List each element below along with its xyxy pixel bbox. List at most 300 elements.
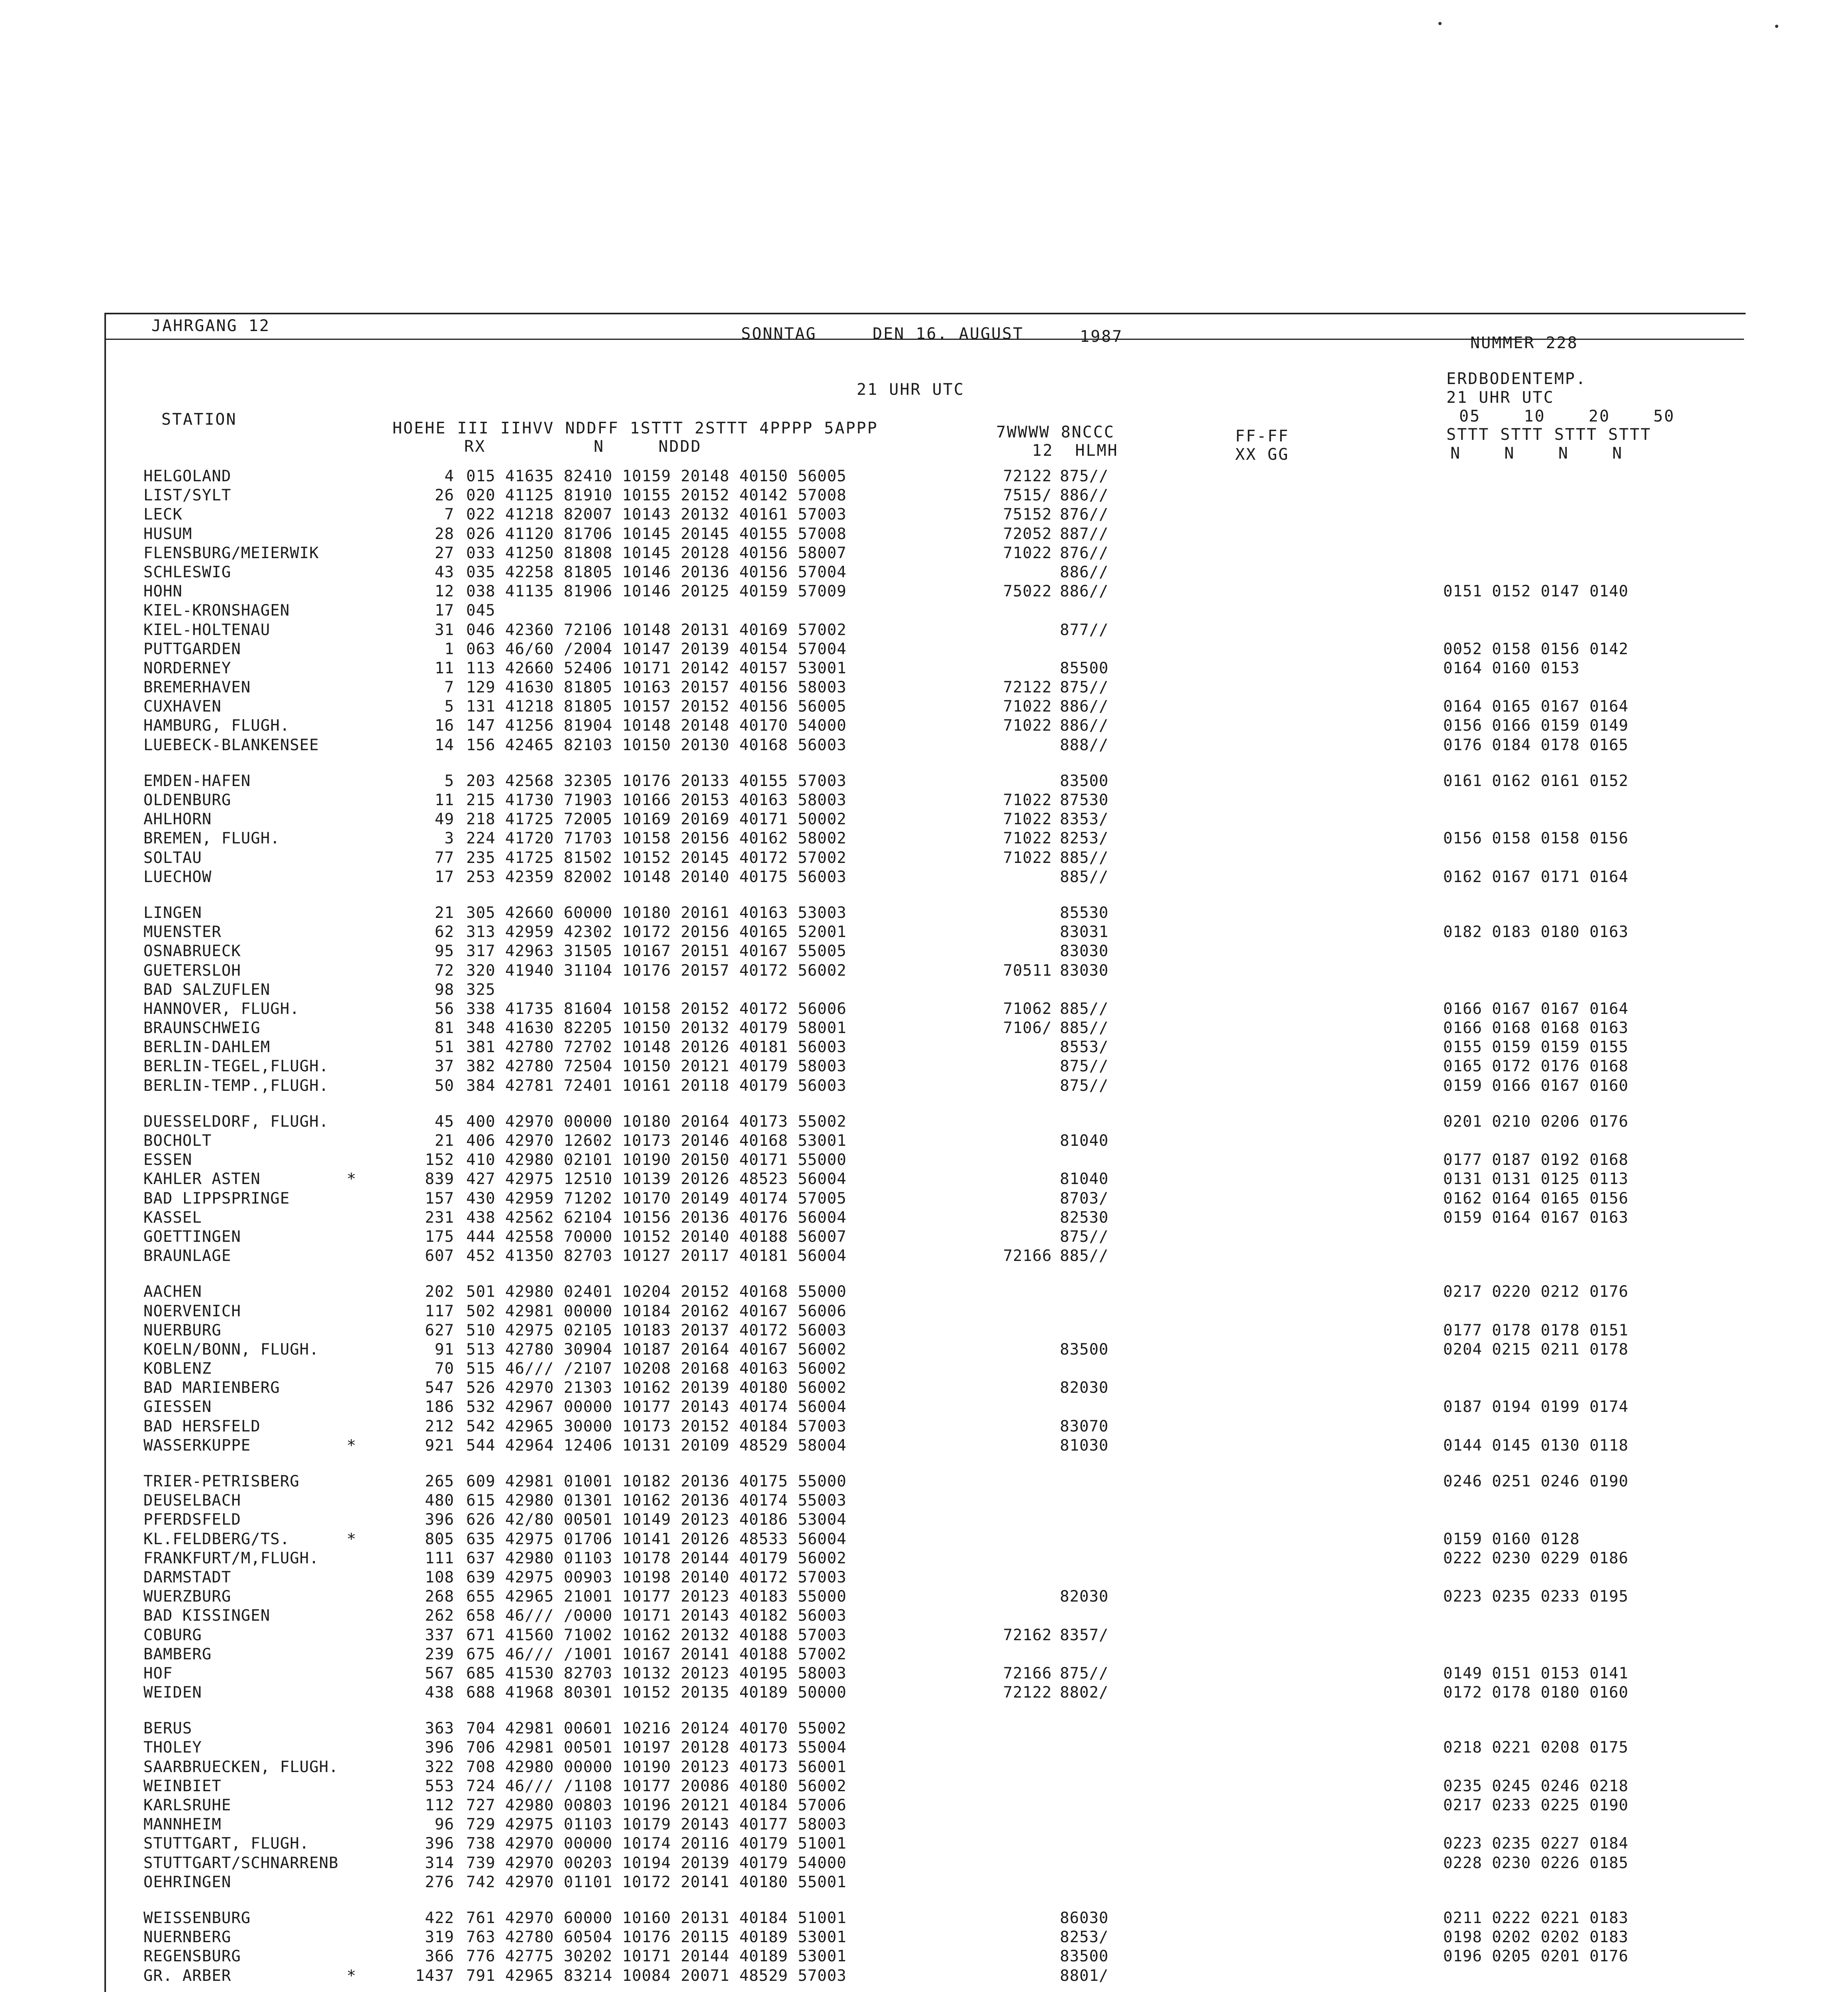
weather-group: 72122 — [1003, 1684, 1052, 1702]
station-name: NUERNBERG — [143, 1928, 231, 1947]
gust-codes-2: XX GG — [1235, 445, 1289, 464]
synop-groups: 532 42967 00000 10177 20143 40174 56004 — [466, 1398, 847, 1416]
soil-temperatures: 0164 0165 0167 0164 — [1443, 698, 1629, 716]
station-height: 31 — [435, 621, 454, 639]
station-height: 111 — [425, 1549, 454, 1567]
station-name: GUETERSLOH — [143, 961, 241, 980]
station-height: 7 — [444, 506, 454, 524]
table-row — [143, 1549, 1697, 1568]
synop-groups: 510 42975 02105 10183 20137 40172 56003 — [466, 1321, 847, 1339]
table-row — [143, 1189, 1697, 1208]
synop-groups: 063 46/60 /2004 10147 20139 40154 57004 — [466, 640, 847, 658]
cloud-group: 875// — [1060, 1664, 1109, 1682]
soil-n-row: N N N N — [1450, 444, 1623, 463]
weather-group: 71022 — [1003, 829, 1052, 848]
soil-temperatures: 0165 0172 0176 0168 — [1443, 1057, 1629, 1076]
table-row — [143, 942, 1697, 961]
synop-groups: 658 46/// /0000 10171 20143 40182 56003 — [466, 1607, 847, 1625]
synop-groups: 739 42970 00203 10194 20139 40179 54000 — [466, 1854, 847, 1872]
station-height: 12 — [435, 582, 454, 601]
station-name: KASSEL — [143, 1208, 202, 1227]
soil-temperatures: 0155 0159 0159 0155 — [1443, 1038, 1629, 1057]
table-row — [143, 563, 1697, 582]
table-row — [143, 868, 1697, 887]
table-row — [143, 1683, 1697, 1702]
synop-groups: 502 42981 00000 10184 20162 40167 56006 — [466, 1302, 847, 1320]
cloud-group: 885// — [1060, 849, 1109, 867]
table-row — [143, 980, 1697, 1000]
station-name: EMDEN-HAFEN — [143, 772, 251, 790]
table-row — [143, 1568, 1697, 1587]
table-row — [143, 904, 1697, 923]
station-name: REGENSBURG — [143, 1947, 241, 1966]
column-codes-2: RX N NDDD — [464, 437, 702, 456]
station-height: 839 — [425, 1170, 454, 1188]
scan-speck — [1438, 22, 1442, 25]
station-height: 17 — [435, 602, 454, 620]
cloud-group: 81040 — [1060, 1170, 1109, 1188]
station-height: 14 — [435, 736, 454, 754]
soil-temperatures: 0223 0235 0227 0184 — [1443, 1835, 1629, 1853]
cloud-group: 86030 — [1060, 1909, 1109, 1927]
table-row — [143, 1359, 1697, 1378]
station-name: HELGOLAND — [143, 467, 231, 485]
cloud-group: 875// — [1060, 1057, 1109, 1076]
station-name: PUTTGARDEN — [143, 640, 241, 658]
synop-groups: 203 42568 32305 10176 20133 40155 57003 — [466, 772, 847, 790]
station-height: 26 — [435, 486, 454, 505]
station-height: 11 — [435, 791, 454, 809]
table-row — [143, 1758, 1697, 1777]
mountain-station-marker: * — [347, 1436, 357, 1455]
table-row — [143, 1606, 1697, 1625]
station-height: 1437 — [415, 1967, 454, 1985]
synop-groups: 675 46/// /1001 10167 20141 40188 57002 — [466, 1645, 847, 1663]
synop-groups: 639 42975 00903 10198 20140 40172 57003 — [466, 1568, 847, 1586]
synop-groups: 224 41720 71703 10158 20156 40162 58002 — [466, 829, 847, 848]
station-height: 17 — [435, 868, 454, 886]
station-name: BERLIN-DAHLEM — [143, 1038, 271, 1057]
cloud-group: 8253/ — [1060, 829, 1109, 848]
soil-temperatures: 0156 0166 0159 0149 — [1443, 717, 1629, 735]
cloud-group: 875// — [1060, 467, 1109, 485]
table-row — [143, 1472, 1697, 1491]
soil-temperatures: 0131 0131 0125 0113 — [1443, 1170, 1629, 1188]
table-row — [143, 1664, 1697, 1683]
weather-group: 71022 — [1003, 544, 1052, 562]
weather-group: 71022 — [1003, 717, 1052, 735]
table-row — [143, 791, 1697, 810]
synop-groups: 655 42965 21001 10177 20123 40183 55000 — [466, 1588, 847, 1606]
station-name: BERLIN-TEMP.,FLUGH. — [143, 1076, 329, 1095]
soil-temperatures: 0159 0164 0167 0163 — [1443, 1208, 1629, 1227]
station-height: 37 — [435, 1057, 454, 1076]
table-row — [143, 544, 1697, 563]
cloud-group: 83070 — [1060, 1417, 1109, 1435]
station-name: BAD LIPPSPRINGE — [143, 1189, 290, 1208]
soil-temperatures: 0162 0164 0165 0156 — [1443, 1189, 1629, 1208]
station-header: STATION — [161, 410, 237, 429]
synop-groups: 763 42780 60504 10176 20115 40189 53001 — [466, 1928, 847, 1947]
cloud-group: 888// — [1060, 736, 1109, 754]
station-group — [143, 1282, 1697, 1455]
station-height: 28 — [435, 525, 454, 543]
table-row — [143, 1530, 1697, 1549]
cloud-group: 8553/ — [1060, 1038, 1109, 1057]
table-row — [143, 1967, 1697, 1986]
cloud-group: 8802/ — [1060, 1684, 1109, 1702]
station-height: 98 — [435, 980, 454, 999]
soil-temperatures: 0198 0202 0202 0183 — [1443, 1928, 1629, 1947]
table-row — [143, 1321, 1697, 1340]
synop-groups: 045 — [466, 602, 496, 620]
soil-temperatures: 0196 0205 0201 0176 — [1443, 1947, 1629, 1966]
cloud-group: 877// — [1060, 621, 1109, 639]
soil-codes: STTT STTT STTT STTT — [1446, 425, 1652, 444]
soil-temperatures: 0217 0220 0212 0176 — [1443, 1283, 1629, 1301]
synop-groups: 685 41530 82703 10132 20123 40195 58003 — [466, 1664, 847, 1682]
station-name: OLDENBURG — [143, 791, 231, 809]
station-name: LECK — [143, 506, 182, 524]
synop-groups: 035 42258 81805 10146 20136 40156 57004 — [466, 563, 847, 581]
weather-group: 71022 — [1003, 849, 1052, 867]
soil-temp-title: ERDBODENTEMP. — [1446, 370, 1587, 388]
cloud-group: 885// — [1060, 1247, 1109, 1265]
synop-groups: 235 41725 81502 10152 20145 40172 57002 — [466, 849, 847, 867]
soil-temperatures: 0176 0184 0178 0165 — [1443, 736, 1629, 754]
cloud-group: 87530 — [1060, 791, 1109, 809]
station-height: 95 — [435, 942, 454, 961]
issue-number: NUMMER 228 — [1470, 334, 1578, 352]
cloud-group: 8253/ — [1060, 1928, 1109, 1947]
station-group — [143, 904, 1697, 1096]
weather-group: 71022 — [1003, 791, 1052, 809]
station-group — [143, 1909, 1697, 1986]
soil-temperatures: 0246 0251 0246 0190 — [1443, 1472, 1629, 1490]
station-name: KIEL-KRONSHAGEN — [143, 602, 290, 620]
table-row — [143, 505, 1697, 524]
soil-temperatures: 0218 0221 0208 0175 — [1443, 1739, 1629, 1757]
station-height: 314 — [425, 1854, 454, 1872]
synop-groups: 410 42980 02101 10190 20150 40171 55000 — [466, 1151, 847, 1169]
soil-temperatures: 0177 0187 0192 0168 — [1443, 1151, 1629, 1169]
station-height: 480 — [425, 1492, 454, 1510]
table-row — [143, 1587, 1697, 1606]
station-height: 45 — [435, 1112, 454, 1131]
table-row — [143, 640, 1697, 659]
synop-groups: 317 42963 31505 10167 20151 40167 55005 — [466, 942, 847, 961]
table-row — [143, 697, 1697, 716]
soil-temperatures: 0052 0158 0156 0142 — [1443, 640, 1629, 658]
weather-group: 71062 — [1003, 1000, 1052, 1018]
weather-codes-1: 7WWWW 8NCCC — [996, 423, 1115, 441]
synop-groups: 738 42970 00000 10174 20116 40179 51001 — [466, 1835, 847, 1853]
synop-groups: 313 42959 42302 10172 20156 40165 52001 — [466, 923, 847, 941]
station-height: 152 — [425, 1151, 454, 1169]
station-height: 262 — [425, 1607, 454, 1625]
station-name: OEHRINGEN — [143, 1873, 231, 1891]
station-group — [143, 772, 1697, 887]
station-name: MUENSTER — [143, 923, 222, 941]
table-row — [143, 772, 1697, 791]
cloud-group: 875// — [1060, 678, 1109, 697]
table-row — [143, 961, 1697, 980]
station-name: BREMEN, FLUGH. — [143, 829, 280, 848]
cloud-group: 8703/ — [1060, 1189, 1109, 1208]
station-name: STUTTGART, FLUGH. — [143, 1835, 310, 1853]
station-height: 366 — [425, 1947, 454, 1966]
table-row — [143, 1057, 1697, 1076]
table-row — [143, 1909, 1697, 1928]
cloud-group: 81030 — [1060, 1436, 1109, 1455]
station-height: 396 — [425, 1511, 454, 1529]
station-height: 70 — [435, 1360, 454, 1378]
station-name: DEUSELBACH — [143, 1492, 241, 1510]
soil-temperatures: 0156 0158 0158 0156 — [1443, 829, 1629, 848]
station-height: 396 — [425, 1835, 454, 1853]
gust-codes-1: FF-FF — [1235, 427, 1289, 445]
cloud-group: 8353/ — [1060, 810, 1109, 829]
cloud-group: 83500 — [1060, 1340, 1109, 1359]
cloud-group: 83500 — [1060, 1947, 1109, 1966]
cloud-group: 886// — [1060, 486, 1109, 505]
synop-groups: 542 42965 30000 10173 20152 40184 57003 — [466, 1417, 847, 1435]
table-row — [143, 716, 1697, 735]
station-name: FLENSBURG/MEIERWIK — [143, 544, 319, 562]
scan-speck — [1775, 25, 1778, 28]
station-name: WEIDEN — [143, 1684, 202, 1702]
soil-temperatures: 0151 0152 0147 0140 — [1443, 582, 1629, 601]
weather-codes-2: 12 HLMH — [1032, 441, 1118, 460]
table-row — [143, 467, 1697, 486]
station-name: WUERZBURG — [143, 1588, 231, 1606]
table-row — [143, 486, 1697, 505]
weather-group: 71022 — [1003, 810, 1052, 829]
station-height: 21 — [435, 904, 454, 922]
cloud-group: 885// — [1060, 868, 1109, 886]
table-row — [143, 1873, 1697, 1892]
station-name: OSNABRUECK — [143, 942, 241, 961]
synop-groups: 438 42562 62104 10156 20136 40176 56004 — [466, 1208, 847, 1227]
synop-groups: 776 42775 30202 10171 20144 40189 53001 — [466, 1947, 847, 1966]
table-row — [143, 1928, 1697, 1947]
jahrgang-label: JAHRGANG 12 — [151, 317, 270, 335]
station-name: SCHLESWIG — [143, 563, 231, 581]
synop-groups: 501 42980 02401 10204 20152 40168 55000 — [466, 1283, 847, 1301]
soil-temperatures: 0166 0167 0167 0164 — [1443, 1000, 1629, 1018]
station-height: 422 — [425, 1909, 454, 1927]
station-name: KIEL-HOLTENAU — [143, 621, 271, 639]
station-name: BAD KISSINGEN — [143, 1607, 271, 1625]
soil-temperatures: 0228 0230 0226 0185 — [1443, 1854, 1629, 1872]
station-height: 553 — [425, 1777, 454, 1795]
station-height: 438 — [425, 1684, 454, 1702]
station-name: LUECHOW — [143, 868, 212, 886]
station-name: COBURG — [143, 1626, 202, 1644]
synop-groups: 609 42981 01001 10182 20136 40175 55000 — [466, 1472, 847, 1490]
station-group — [143, 467, 1697, 755]
station-name: HAMBURG, FLUGH. — [143, 717, 290, 735]
station-height: 117 — [425, 1302, 454, 1320]
station-name: KOELN/BONN, FLUGH. — [143, 1340, 319, 1359]
synop-groups: 637 42980 01103 10178 20144 40179 56002 — [466, 1549, 847, 1567]
soil-temperatures: 0164 0160 0153 — [1443, 659, 1580, 677]
synop-groups: 615 42980 01301 10162 20136 40174 55003 — [466, 1492, 847, 1510]
synop-groups: 215 41730 71903 10166 20153 40163 58003 — [466, 791, 847, 809]
table-row — [143, 1302, 1697, 1321]
station-name: PFERDSFELD — [143, 1511, 241, 1529]
synop-groups: 708 42980 00000 10190 20123 40173 56001 — [466, 1758, 847, 1776]
weather-group: 7515/ — [1003, 486, 1052, 505]
station-height: 212 — [425, 1417, 454, 1435]
station-height: 4 — [444, 467, 454, 485]
table-row — [143, 582, 1697, 601]
cloud-group: 885// — [1060, 1019, 1109, 1037]
table-row — [143, 621, 1697, 640]
station-name: SOLTAU — [143, 849, 202, 867]
station-height: 186 — [425, 1398, 454, 1416]
station-name: CUXHAVEN — [143, 698, 222, 716]
soil-temperatures: 0159 0160 0128 — [1443, 1530, 1580, 1548]
weather-group: 70511 — [1003, 961, 1052, 980]
station-name: HOHN — [143, 582, 182, 601]
weather-group: 71022 — [1003, 698, 1052, 716]
station-height: 51 — [435, 1038, 454, 1057]
synop-groups: 020 41125 81910 10155 20152 40142 57008 — [466, 486, 847, 505]
soil-temperatures: 0187 0194 0199 0174 — [1443, 1398, 1629, 1416]
table-row — [143, 736, 1697, 755]
synop-groups: 046 42360 72106 10148 20131 40169 57002 — [466, 621, 847, 639]
synop-groups: 526 42970 21303 10162 20139 40180 56002 — [466, 1379, 847, 1397]
synop-groups: 384 42781 72401 10161 20118 40179 56003 — [466, 1076, 847, 1095]
table-row — [143, 1626, 1697, 1645]
table-row — [143, 1282, 1697, 1302]
station-height: 5 — [444, 772, 454, 790]
station-height: 363 — [425, 1719, 454, 1738]
station-name: BOCHOLT — [143, 1132, 212, 1150]
station-name: BAD HERSFELD — [143, 1417, 261, 1435]
soil-utc-label: 21 UHR UTC — [1446, 388, 1554, 407]
station-height: 49 — [435, 810, 454, 829]
table-row — [143, 1834, 1697, 1853]
station-height: 202 — [425, 1283, 454, 1301]
synop-groups: 406 42970 12602 10173 20146 40168 53001 — [466, 1132, 847, 1150]
cloud-group: 875// — [1060, 1227, 1109, 1246]
synop-groups: 026 41120 81706 10145 20145 40155 57008 — [466, 525, 847, 543]
table-row — [143, 601, 1697, 620]
station-name: HANNOVER, FLUGH. — [143, 1000, 300, 1018]
table-row — [143, 659, 1697, 678]
synop-groups: 635 42975 01706 10141 20126 48533 56004 — [466, 1530, 847, 1548]
station-height: 91 — [435, 1340, 454, 1359]
station-name: HOF — [143, 1664, 173, 1682]
cloud-group: 82530 — [1060, 1208, 1109, 1227]
cloud-group: 886// — [1060, 582, 1109, 601]
table-row — [143, 1378, 1697, 1398]
soil-temperatures: 0162 0167 0171 0164 — [1443, 868, 1629, 886]
mountain-station-marker: * — [347, 1530, 357, 1548]
station-height: 157 — [425, 1189, 454, 1208]
synop-groups: 022 41218 82007 10143 20132 40161 57003 — [466, 506, 847, 524]
table-row — [143, 1796, 1697, 1815]
station-name: ESSEN — [143, 1151, 192, 1169]
synop-groups: 513 42780 30904 10187 20164 40167 56002 — [466, 1340, 847, 1359]
soil-temperatures: 0223 0235 0233 0195 — [1443, 1588, 1629, 1606]
weather-group: 72122 — [1003, 678, 1052, 697]
station-name: KAHLER ASTEN — [143, 1170, 261, 1188]
station-name: DARMSTADT — [143, 1568, 231, 1586]
table-row — [143, 1719, 1697, 1738]
cloud-group: 81040 — [1060, 1132, 1109, 1150]
station-height: 319 — [425, 1928, 454, 1947]
table-row — [143, 1340, 1697, 1359]
station-height: 396 — [425, 1739, 454, 1757]
synop-groups: 147 41256 81904 10148 20148 40170 54000 — [466, 717, 847, 735]
table-row — [143, 1417, 1697, 1436]
station-height: 231 — [425, 1208, 454, 1227]
table-row — [143, 1247, 1697, 1266]
synop-groups: 305 42660 60000 10180 20161 40163 53003 — [466, 904, 847, 922]
table-row — [143, 1398, 1697, 1417]
soil-temperatures: 0144 0145 0130 0118 — [1443, 1436, 1629, 1455]
synop-groups: 427 42975 12510 10139 20126 48523 56004 — [466, 1170, 847, 1188]
station-name: GR. ARBER — [143, 1967, 231, 1985]
table-row — [143, 1738, 1697, 1757]
station-height: 5 — [444, 698, 454, 716]
table-row — [143, 849, 1697, 868]
synop-groups: 325 — [466, 980, 496, 999]
synop-groups: 156 42465 82103 10150 20130 40168 56003 — [466, 736, 847, 754]
station-name: KL.FELDBERG/TS. — [143, 1530, 290, 1548]
station-name: BRAUNSCHWEIG — [143, 1019, 261, 1037]
soil-temperatures: 0172 0178 0180 0160 — [1443, 1684, 1629, 1702]
table-row — [143, 810, 1697, 829]
synop-groups: 626 42/80 00501 10149 20123 40186 53004 — [466, 1511, 847, 1529]
synop-groups: 742 42970 01101 10172 20141 40180 55001 — [466, 1873, 847, 1891]
station-height: 1 — [444, 640, 454, 658]
synop-groups: 515 46/// /2107 10208 20168 40163 56002 — [466, 1360, 847, 1378]
station-name: SAARBRUECKEN, FLUGH. — [143, 1758, 339, 1776]
table-row — [143, 829, 1697, 848]
date-label: DEN 16. AUGUST — [873, 325, 1024, 343]
station-height: 276 — [425, 1873, 454, 1891]
cloud-group: 83031 — [1060, 923, 1109, 941]
station-height: 547 — [425, 1379, 454, 1397]
cloud-group: 83030 — [1060, 942, 1109, 961]
station-name: GIESSEN — [143, 1398, 212, 1416]
table-row — [143, 1151, 1697, 1170]
soil-temperatures: 0182 0183 0180 0163 — [1443, 923, 1629, 941]
synop-groups: 688 41968 80301 10152 20135 40189 50000 — [466, 1684, 847, 1702]
synop-groups: 382 42780 72504 10150 20121 40179 58003 — [466, 1057, 847, 1076]
table-row — [143, 1854, 1697, 1873]
cloud-group: 83500 — [1060, 772, 1109, 790]
station-height: 96 — [435, 1816, 454, 1834]
station-name: LUEBECK-BLANKENSEE — [143, 736, 319, 754]
synop-groups: 400 42970 00000 10180 20164 40173 55002 — [466, 1112, 847, 1131]
table-row — [143, 1019, 1697, 1038]
synop-groups: 791 42965 83214 10084 20071 48529 57003 — [466, 1967, 847, 1985]
station-height: 62 — [435, 923, 454, 941]
station-group — [143, 1719, 1697, 1892]
synop-groups: 129 41630 81805 10163 20157 40156 58003 — [466, 678, 847, 697]
table-row — [143, 1815, 1697, 1834]
soil-temperatures: 0201 0210 0206 0176 — [1443, 1112, 1629, 1131]
station-height: 265 — [425, 1472, 454, 1490]
day-label: SONNTAG — [741, 325, 817, 343]
table-row — [143, 1170, 1697, 1189]
table-row — [143, 1645, 1697, 1664]
